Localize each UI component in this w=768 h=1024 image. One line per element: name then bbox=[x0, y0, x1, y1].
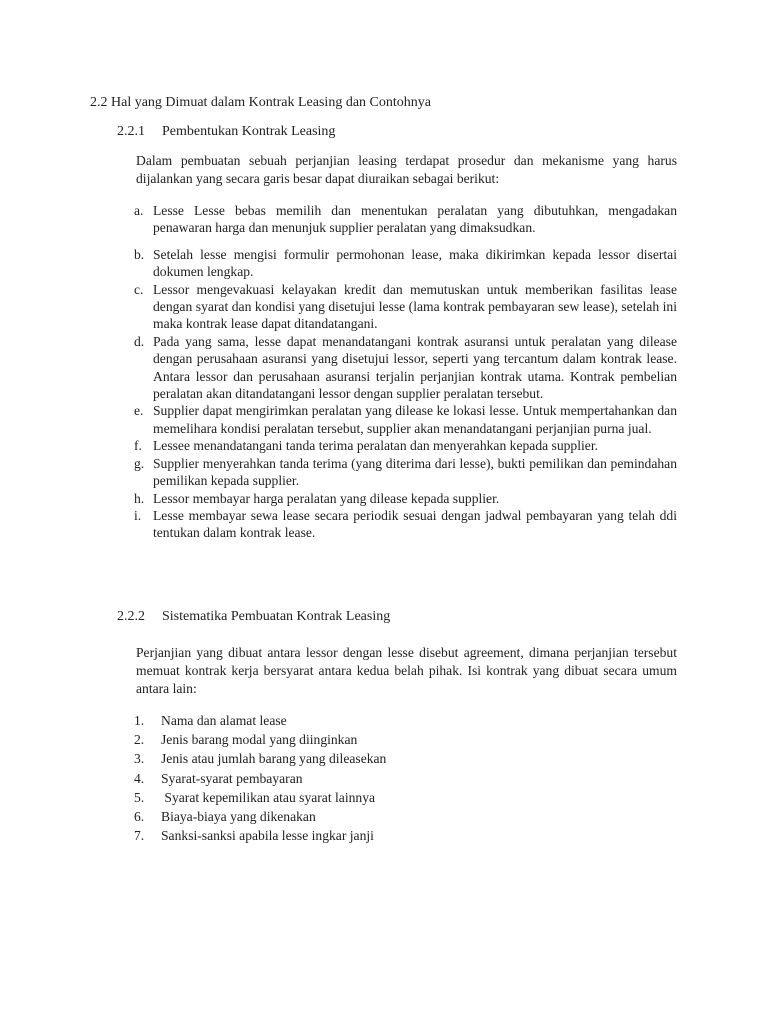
list-item bbox=[134, 246, 677, 281]
list-item bbox=[134, 202, 677, 237]
list-marker: 7. bbox=[134, 828, 145, 844]
contract-contents-list bbox=[134, 711, 677, 845]
list-marker: 6. bbox=[134, 809, 145, 825]
list-item bbox=[134, 490, 677, 507]
list-item-text: Syarat-syarat pembayaran bbox=[161, 770, 303, 786]
subsection-number: 2.2.1 bbox=[117, 124, 145, 139]
list-item-text: Pada yang sama, lesse dapat menandatangani kontrak asuransi untuk peralatan yang dilease dengan perusahaan asuransi yang disetujui lessor, seperti yang tercantum dalam kontrak lease. Antara lessor dan perusahaan asuransi terjalin perjanjian kontrak utama. Kontrak pembelian peralatan akan ditandatangani lessor dengan supplier peralatan tersebut. bbox=[153, 333, 677, 402]
list-item-text: Setelah lesse mengisi formulir permohonan lease, maka dikirimkan kepada lessor disertai dokumen lengkap. bbox=[153, 246, 677, 280]
list-item bbox=[134, 807, 677, 826]
list-item bbox=[134, 437, 677, 454]
list-item-text: Jenis barang modal yang diinginkan bbox=[161, 732, 358, 748]
list-marker: h. bbox=[134, 490, 145, 506]
list-item bbox=[134, 749, 677, 768]
list-marker: 1. bbox=[134, 713, 145, 728]
list-marker: 2. bbox=[134, 732, 145, 748]
section-heading: 2.2 Hal yang Dimuat dalam Kontrak Leasing dan Contohnya bbox=[90, 95, 431, 110]
list-marker: 4. bbox=[134, 770, 145, 786]
list-marker: e. bbox=[134, 403, 144, 419]
list-marker: d. bbox=[134, 333, 145, 349]
subsection-title: Pembentukan Kontrak Leasing bbox=[162, 124, 336, 139]
list-item-text: Sanksi-sanksi apabila lesse ingkar janji bbox=[161, 828, 374, 844]
list-item bbox=[134, 333, 677, 403]
procedure-list bbox=[134, 202, 677, 542]
list-marker: a. bbox=[134, 203, 144, 218]
list-marker: 5. bbox=[134, 789, 145, 805]
list-marker: c. bbox=[134, 281, 144, 297]
list-item-text: Biaya-biaya yang dikenakan bbox=[161, 809, 316, 825]
list-marker: i. bbox=[134, 507, 142, 523]
list-item-text: Lesse Lesse bebas memilih dan menentukan peralatan yang dibutuhkan, mengadakan penawaran harga dan menunjuk supplier peralatan yang dimaksudkan. bbox=[153, 203, 677, 236]
list-item bbox=[134, 788, 677, 807]
subsection-heading-1 bbox=[117, 123, 335, 141]
list-item-text: Supplier dapat mengirimkan peralatan yang dilease ke lokasi lesse. Untuk mempertahankan dan memelihara kondisi peralatan tersebut, supplier akan menandatangani perjanjian purna jual. bbox=[153, 403, 677, 436]
list-item-text: Lesse membayar sewa lease secara periodik sesuai dengan jadwal pembayaran yang telah ddi tentukan dalam kontrak lease. bbox=[153, 507, 677, 541]
list-item bbox=[134, 402, 677, 437]
subsection-intro-paragraph: Dalam pembuatan sebuah perjanjian leasing terdapat prosedur dan mekanisme yang harus dijalankan yang secara garis besar dapat diuraikan sebagai berikut: bbox=[136, 153, 677, 186]
list-marker: b. bbox=[134, 246, 145, 262]
list-item bbox=[134, 826, 677, 845]
subsection-number: 2.2.2 bbox=[117, 609, 145, 624]
list-item bbox=[134, 281, 677, 333]
list-item-text: Lessee menandatangani tanda terima peralatan dan menyerahkan kepada supplier. bbox=[153, 438, 598, 454]
subsection-heading-2 bbox=[117, 608, 390, 626]
list-item bbox=[134, 455, 677, 490]
list-item-text: Jenis atau jumlah barang yang dileasekan bbox=[161, 751, 387, 767]
list-item bbox=[134, 730, 677, 749]
subsection-intro-paragraph: Perjanjian yang dibuat antara lessor dengan lesse disebut agreement, dimana perjanjian tersebut memuat kontrak kerja bersyarat antara kedua belah pihak. Isi kontrak yang dibuat secara umum antara lain: bbox=[136, 645, 677, 696]
list-item bbox=[134, 769, 677, 788]
list-item-text: Syarat kepemilikan atau syarat lainnya bbox=[161, 789, 376, 805]
list-marker: f. bbox=[134, 438, 142, 454]
list-item-text: Supplier menyerahkan tanda terima (yang diterima dari lesse), bukti pemilikan dan pemindahan pemilikan kepada supplier. bbox=[153, 455, 677, 489]
subsection-title: Sistematika Pembuatan Kontrak Leasing bbox=[162, 609, 391, 624]
list-item bbox=[134, 507, 677, 542]
list-marker: g. bbox=[134, 455, 145, 471]
list-item-text: Lessor mengevakuasi kelayakan kredit dan memutuskan untuk memberikan fasilitas lease dengan syarat dan kondisi yang disetujui lesse (lama kontrak pembayaran sew lease), setelah ini maka kontrak lease dapat ditandatangani. bbox=[153, 281, 677, 332]
list-item-text: Lessor membayar harga peralatan yang dilease kepada supplier. bbox=[153, 490, 500, 506]
list-item bbox=[134, 711, 677, 730]
list-item-text: Nama dan alamat lease bbox=[161, 713, 287, 728]
list-marker: 3. bbox=[134, 751, 145, 767]
